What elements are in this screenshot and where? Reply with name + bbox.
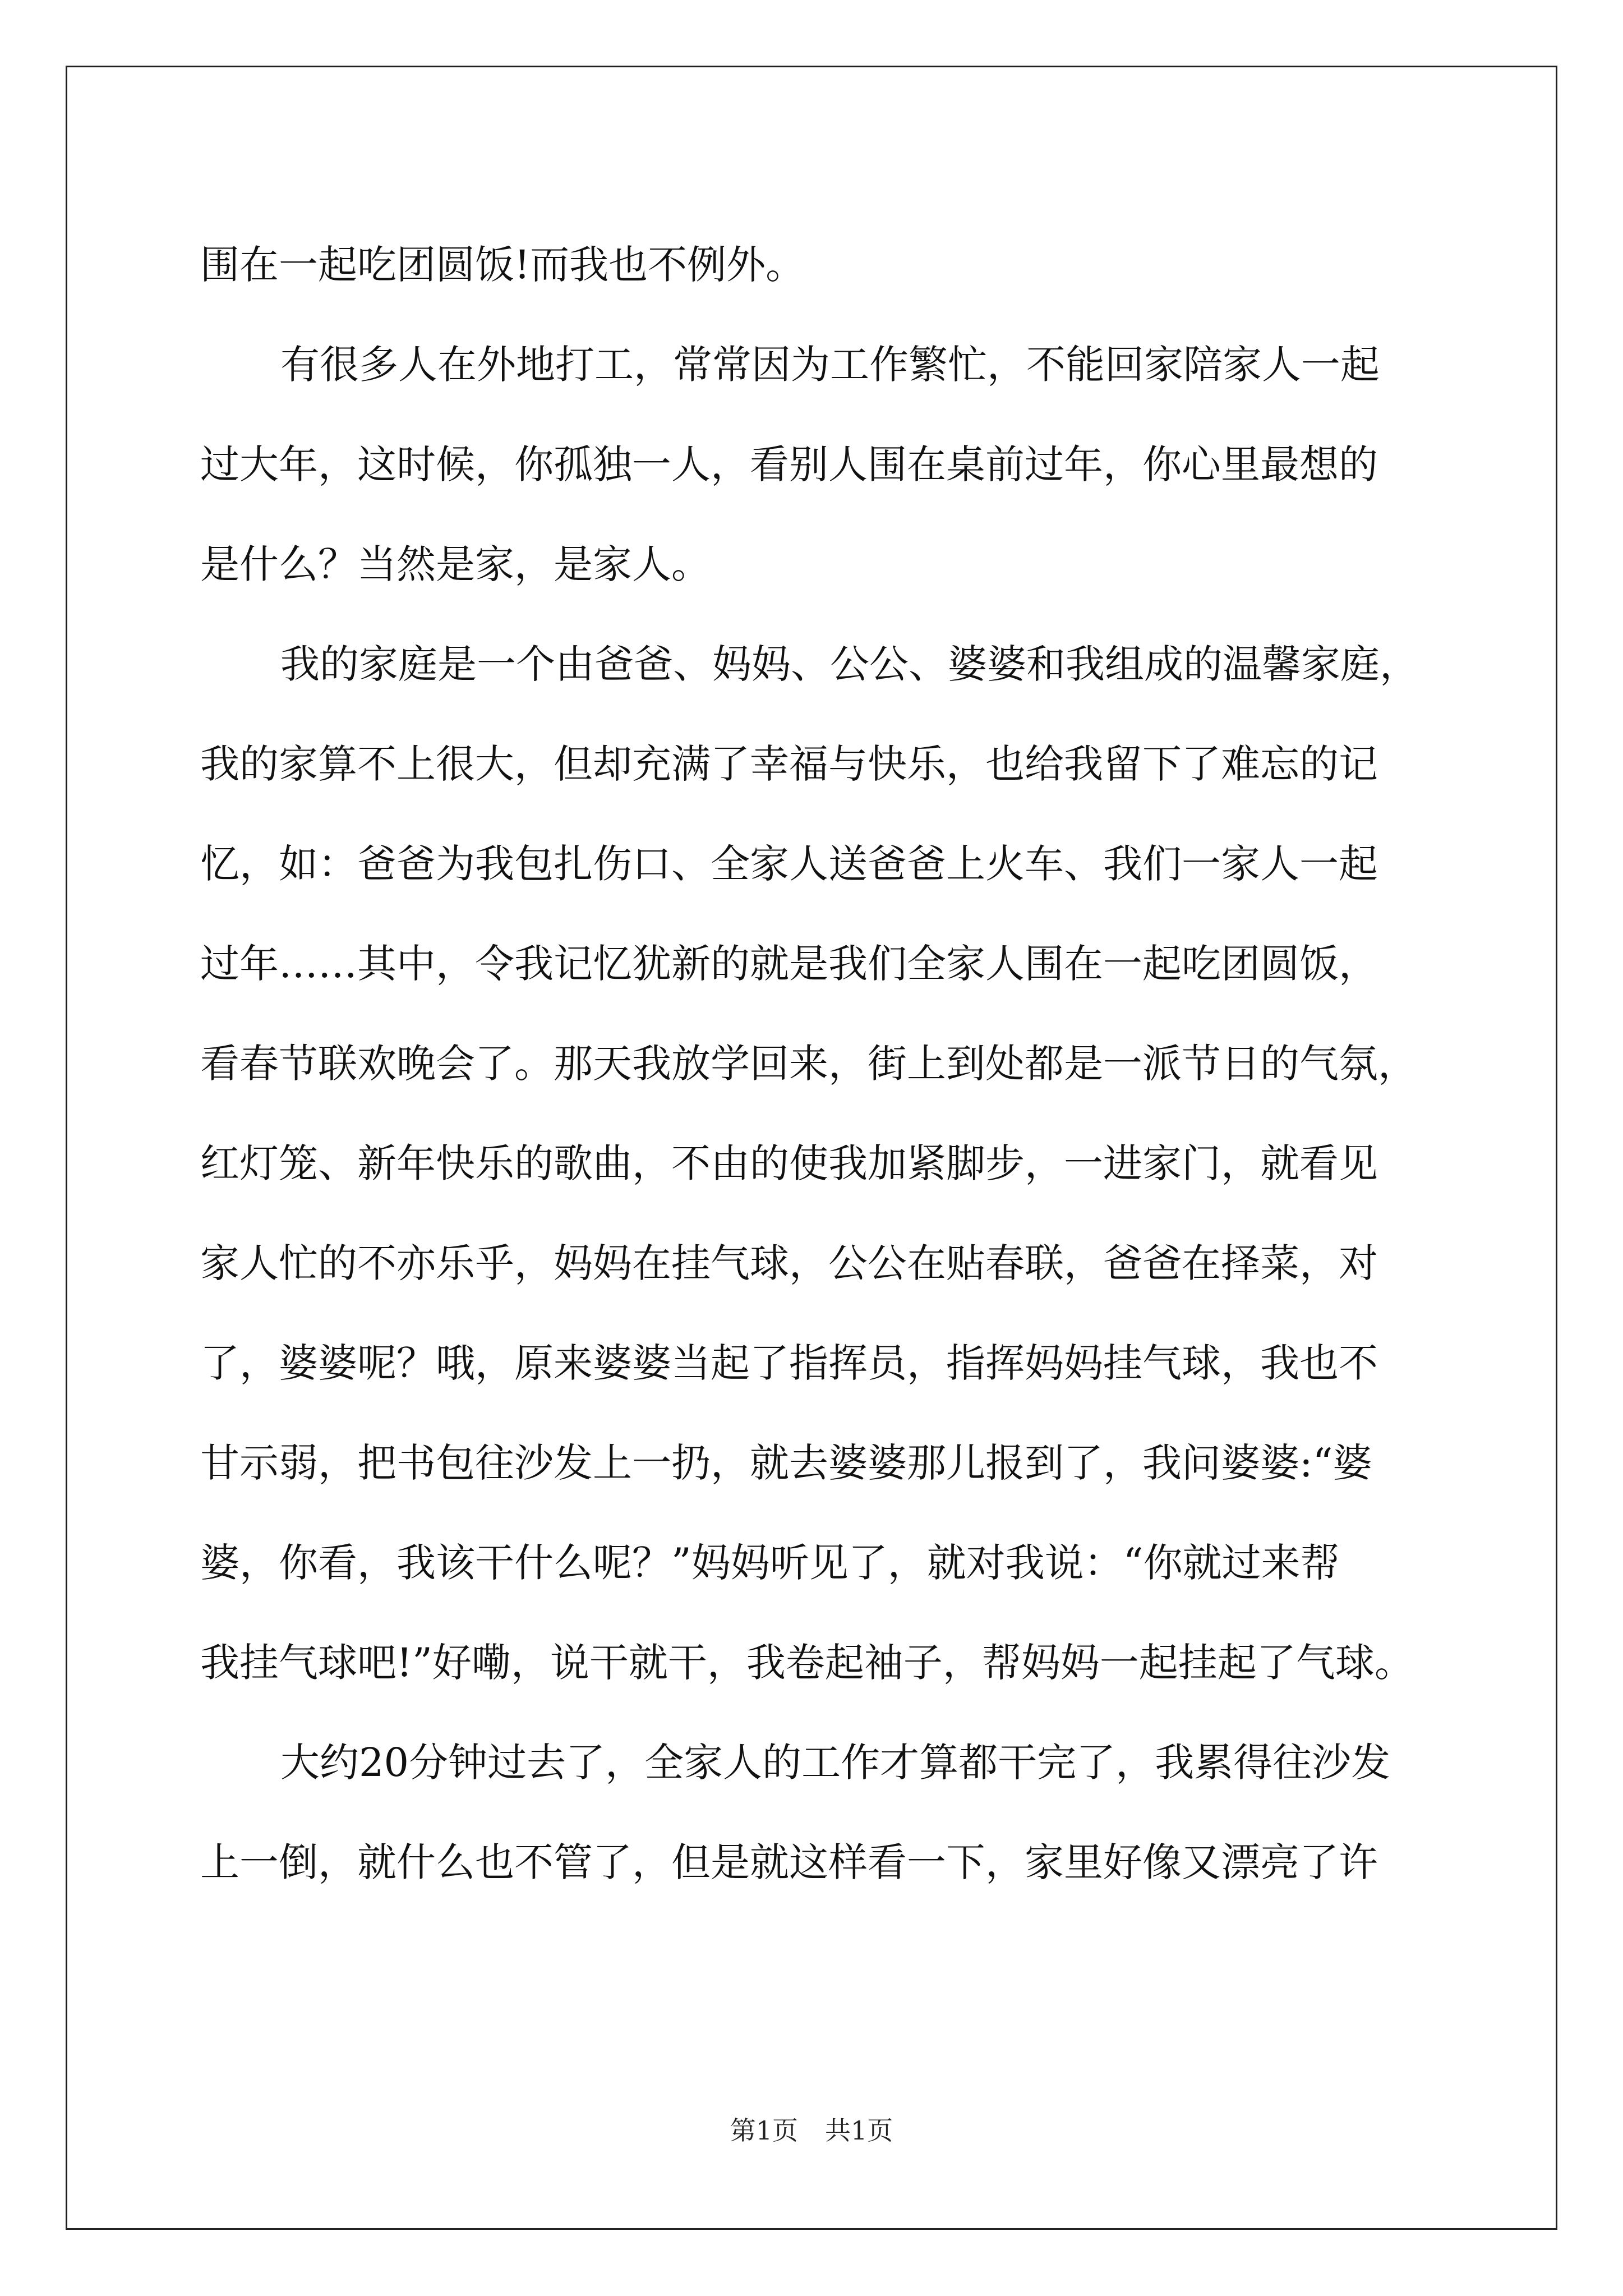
text-line-1: 围在一起吃团圆饭!而我也不例外。 — [200, 242, 805, 288]
text-line-16: 大约20分钟过去了，全家人的工作才算都干完了，我累得往沙发 — [280, 1740, 1391, 1786]
text-line-14: 婆，你看，我该干什么呢？”妈妈听见了，就对我说：“你就过来帮 — [200, 1540, 1340, 1586]
text-line-9: 看春节联欢晚会了。那天我放学回来，街上到处都是一派节日的气氛， — [200, 1041, 1417, 1087]
text-line-12: 了，婆婆呢？哦，原来婆婆当起了指挥员，指挥妈妈挂气球，我也不 — [200, 1340, 1378, 1386]
text-line-6: 我的家算不上很大，但却充满了幸福与快乐，也给我留下了难忘的记 — [200, 741, 1378, 787]
page-footer — [0, 2114, 1623, 2147]
text-line-10: 红灯笼、新年快乐的歌曲，不由的使我加紧脚步，一进家门，就看见 — [200, 1140, 1378, 1186]
text-line-17: 上一倒，就什么也不管了，但是就这样看一下，家里好像又漂亮了许 — [200, 1839, 1378, 1885]
text-line-3: 过大年，这时候，你孤独一人，看别人围在桌前过年，你心里最想的 — [200, 441, 1378, 487]
text-line-13: 甘示弱，把书包往沙发上一扔，就去婆婆那儿报到了，我问婆婆:“婆 — [200, 1440, 1372, 1486]
text-line-7: 忆，如：爸爸为我包扎伤口、全家人送爸爸上火车、我们一家人一起 — [200, 841, 1378, 887]
text-line-5: 我的家庭是一个由爸爸、妈妈、公公、婆婆和我组成的温馨家庭， — [280, 641, 1419, 687]
page-number: 第1页 — [730, 2115, 798, 2146]
text-line-8: 过年……其中，令我记忆犹新的就是我们全家人围在一起吃团圆饭， — [200, 941, 1378, 987]
text-line-11: 家人忙的不亦乐乎，妈妈在挂气球，公公在贴春联，爸爸在择菜，对 — [200, 1240, 1378, 1286]
text-line-2: 有很多人在外地打工，常常因为工作繁忙，不能回家陪家人一起 — [280, 342, 1380, 388]
text-line-15: 我挂气球吧!”好嘞，说干就干，我卷起袖子，帮妈妈一起挂起了气球。 — [200, 1640, 1414, 1686]
text-line-4: 是什么？当然是家，是家人。 — [200, 541, 711, 587]
page-total: 共1页 — [825, 2115, 893, 2146]
document-body — [200, 215, 1423, 1912]
